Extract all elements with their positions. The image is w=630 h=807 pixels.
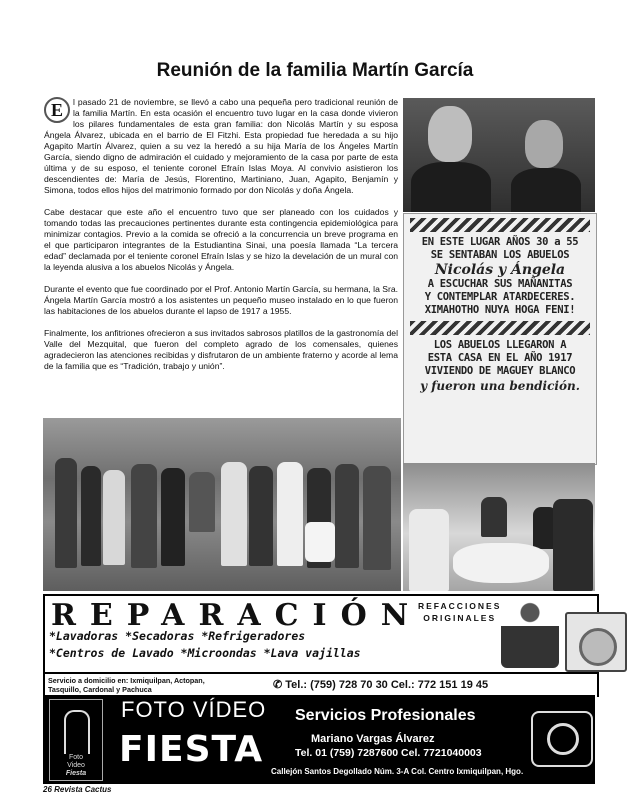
- person: [277, 462, 303, 566]
- person: [221, 462, 247, 566]
- paragraph-4: Finalmente, los anfitriones ofrecieron a sus invitados sabrosos platillos de la gastronomía del Valle del Mezquital, que fueron del completo agrado de los comensales, quienes agradecieron las atenciones recibidas y disfrutaron de un ambiente fraterno y acorde al lema de la familia que es “Tradición, trabajo y unión”.: [44, 328, 398, 371]
- service-line-2: Tasquillo, Cardonal y Pachuca: [48, 685, 152, 694]
- paragraph-3: Durante el evento que fue coordinado por el Prof. Antonio Martín García, su hermana, la Sra. Ángela Martín García mostró a los asistentes un pequeño museo instalado en lo que fueron las habitaciones de los abuelos durante el lapso de 1917 a 1955.: [44, 284, 398, 316]
- camera-icon: [531, 711, 593, 767]
- camera-lens: [547, 723, 579, 755]
- sign-line: EN ESTE LUGAR AÑOS 30 a 55: [421, 236, 579, 248]
- service-line-1: Servicio a domicilio en: Ixmiquilpan, Actopan,: [48, 676, 205, 685]
- person: [55, 458, 77, 568]
- foto-phones: Tel. 01 (759) 7287600 Cel. 7721040003: [295, 747, 482, 759]
- sign-line: ESTA CASA EN EL AÑO 1917: [427, 352, 573, 364]
- phone-icon: ✆: [273, 679, 286, 691]
- appliance-line-2: *Centros de Lavado *Microondas *Lava vajillas: [49, 646, 361, 660]
- original-parts-label: [418, 600, 501, 624]
- appliance-line-1: *Lavadoras *Secadoras *Refrigeradores: [49, 629, 306, 643]
- fiesta-logo: [49, 699, 103, 781]
- person: [103, 470, 125, 565]
- grandparents-portrait-photo: [403, 98, 595, 212]
- sign-line: XIMAHOTHO NUYA HOGA FENI!: [424, 304, 576, 316]
- sign-line: A ESCUCHAR SUS MAÑANITAS: [427, 278, 573, 290]
- person: [131, 464, 157, 568]
- grandfather-body: [411, 162, 491, 212]
- owner-name: Mariano Vargas Álvarez: [311, 733, 435, 745]
- white-chair: [305, 522, 335, 562]
- repair-phone-text: Tel.: (759) 728 70 30 Cel.: 772 151 19 45: [285, 679, 489, 691]
- foto-video-title: FOTO VÍDEO: [121, 697, 267, 722]
- person: [249, 466, 273, 566]
- grandfather-face: [428, 106, 472, 162]
- sign-line-script: Nicolás y Ángela: [434, 262, 566, 278]
- paragraph-2: Cabe destacar que este año el encuentro tuvo que ser planeado con los cuidados y tomando todas las precauciones pertinentes durante esta contingencia epidemiológica para minimizar contagios. Previo a la comida se ofreció a la concurrencia un breve programa en el que participaron integrantes de la Estudiantina Sinai, una poesía llamada “La tercera edad” declamada por el teniente coronel Efraín Islas y se hizo la develación de un mural con la leyenda alusiva a los abuelos Nicolás y Ángela.: [44, 207, 398, 272]
- washing-machine-icon: [565, 612, 627, 672]
- family-group-photo: [43, 418, 401, 591]
- person: [189, 472, 215, 532]
- washer-door: [579, 628, 617, 666]
- logo-text-3: Fiesta: [65, 770, 87, 777]
- person: [409, 509, 449, 591]
- person: [481, 497, 507, 537]
- sign-pattern-middle: [410, 321, 590, 335]
- drop-cap: E: [44, 97, 70, 123]
- family-meal-photo: [403, 463, 595, 591]
- church-icon: [64, 710, 90, 754]
- repair-phones: [273, 678, 488, 691]
- paragraph-1-text: l pasado 21 de noviembre, se llevó a cabo una pequeña pero tradicional reunión de la familia Martín. En esta ocasión el encuentro tuvo lugar en la casa donde vivieron los pilares fundamentales de esta gran familia: don Nicolás Martín y su esposa Ángela Álvarez, ubicada en el barrio de El Fitzhi. Esta propiedad fue heredada a su hijo Agapito Martín Álvarez, quien a su vez la heredó a su hija María de los Ángeles Martín García, siendo digno de admiración el cuidado y mejoramiento de la casa por parte de esta última y de su esposo, el teniente coronel Efraín Islas Moya. Al convivio asistieron los descendientes de: María de Jesús, Florentino, Martiniano, Juan, Agapito, Benjamín y Simona, todos ellos hijos del matrimonio formado por don Nicolás y doña Ángela.: [44, 97, 398, 195]
- person: [553, 499, 593, 591]
- logo-text-2: Video: [67, 762, 85, 769]
- service-area: [48, 676, 205, 694]
- repair-contact-bar: [45, 672, 597, 697]
- person: [161, 468, 185, 566]
- commemorative-mural-sign: [403, 213, 597, 465]
- article-title: Reunión de la familia Martín García: [156, 60, 474, 81]
- sign-line-script: y fueron una bendición.: [420, 379, 580, 393]
- page-footer: 26 Revista Cactus: [43, 785, 112, 794]
- photo-video-advertisement: [43, 695, 595, 784]
- logo-text-1: Foto: [68, 754, 83, 761]
- foto-address: Callejón Santos Degollado Núm. 3-A Col. Centro Ixmiquilpan, Hgo.: [271, 767, 524, 776]
- repair-advertisement: [43, 594, 599, 697]
- sign-line: LOS ABUELOS LLEGARON A: [433, 339, 567, 351]
- grandmother-face: [525, 120, 563, 168]
- sign-line: SE SENTABAN LOS ABUELOS: [430, 249, 570, 261]
- professional-services: Servicios Profesionales: [295, 707, 476, 724]
- technician-icon: [501, 602, 559, 668]
- sign-line: Y CONTEMPLAR ATARDECERES.: [424, 291, 576, 303]
- refacciones-text: REFACCIONES: [418, 601, 502, 611]
- article-body: [44, 97, 398, 383]
- originales-text: ORIGINALES: [423, 613, 497, 623]
- sign-pattern-top: [410, 218, 590, 232]
- repair-heading: REPARACIÓN: [51, 598, 423, 633]
- sign-line: VIVIENDO DE MAGUEY BLANCO: [424, 365, 576, 377]
- appliance-list: [49, 628, 361, 662]
- person: [81, 466, 101, 566]
- paragraph-1: [44, 97, 398, 196]
- grandmother-body: [511, 168, 581, 212]
- dining-table: [453, 543, 549, 583]
- fiesta-title: FIESTA: [119, 729, 264, 770]
- person: [335, 464, 359, 568]
- person: [363, 466, 391, 570]
